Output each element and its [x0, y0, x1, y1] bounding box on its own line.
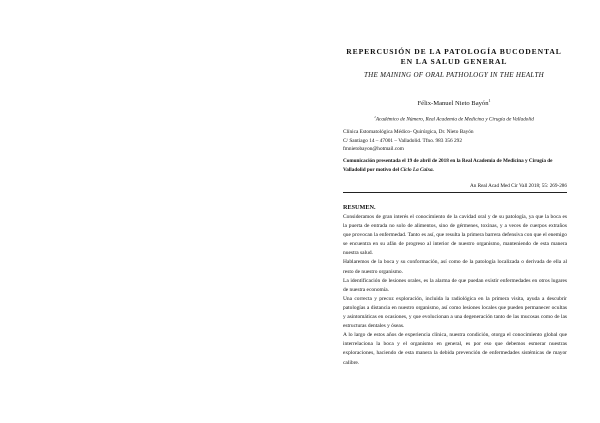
- abstract-paragraph: Una correcta y precoz exploración, incluida la radiológica en la primera visita, ayuda a descubrir patologías a distancia en nuestro organismo, así como lesiones locales que pueden permanecer ocultas y asintomáticas en ocasiones, y que evolucionan a una degeneración tanto de las mucosas como de las estructuras dentales y óseas.: [343, 295, 567, 330]
- contact-block: [343, 128, 565, 154]
- affiliation-text: Académico de Número, Real Academia de Medicina y Cirugía de Valladolid: [375, 116, 534, 123]
- article-title-line-2: EN LA SALUD GENERAL: [400, 56, 508, 66]
- communication-cycle: Ciclo La Caixa.: [400, 167, 434, 173]
- abstract-paragraph: La identificación de lesiones orales, es la alarma de que puedan existir enfermedades en otros lugares de nuestra economía.: [343, 277, 567, 293]
- header-divider: [343, 192, 567, 193]
- contact-address: C/ Santiago 14 – 47001 – Valladolid. Tfno. 983 356 292: [343, 137, 462, 144]
- contact-email: fmnietobayon@hotmail.com: [343, 146, 404, 153]
- journal-citation: An Real Acad Med Cir Vall 2018; 55: 269-286: [469, 183, 567, 189]
- communication-text: Comunicación presentada el 19 de abril de 2018 en la Real Academia de Medicina y Cirugía de Valladolid por motivo del: [343, 158, 553, 173]
- abstract-body: [343, 213, 567, 368]
- article-title-line-1: REPERCUSIÓN DE LA PATOLOGÍA BUCODENTAL: [346, 47, 562, 56]
- abstract-paragraph: A lo largo de estos años de experiencia clínica, nuestra condición, otorga el conocimiento global que interrelaciona la boca y el organismo en general, es por eso que debemos esmerar nuestras exploraciones, haciendo de esta manera la debida prevención de enfermedades sistémicas de mayor calibre.: [343, 332, 567, 366]
- article-title: [343, 47, 565, 66]
- author-name: [343, 98, 565, 107]
- author-name-text: Félix-Manuel Nieto Bayón: [417, 100, 489, 108]
- affiliation-superscript: 1: [374, 115, 376, 119]
- author-affiliation: [343, 115, 565, 123]
- communication-note: [343, 157, 568, 175]
- article-title-english: THE MAINING OF ORAL PATHOLOGY IN THE HEALTH: [363, 71, 545, 79]
- abstract-heading: RESUMEN.: [343, 204, 376, 211]
- abstract-paragraph: Consideramos de gran interés el conocimiento de la cavidad oral y de su patología, ya que la boca es la puerta de entrada no solo de alimentos, sino de gérmenes, toxinas, y a veces de cuerpos extraños que provocan la enfermedad. Tanto es así, que resulta la primera barrera defensiva con que el enemigo se encuentra en su afán de progreso al interior de nuestro organismo, manteniendo de esta manera nuestra salud.: [343, 214, 567, 257]
- contact-clinic: Clínica Estomatológica Médico- Quirúrgica, Dr. Nieto Bayón: [343, 129, 474, 135]
- author-superscript: 1: [488, 98, 491, 103]
- abstract-paragraph: Hablaremos de la boca y su conformación, así como de la patología localizada o derivada de ella al resto de nuestro organismo.: [343, 259, 567, 275]
